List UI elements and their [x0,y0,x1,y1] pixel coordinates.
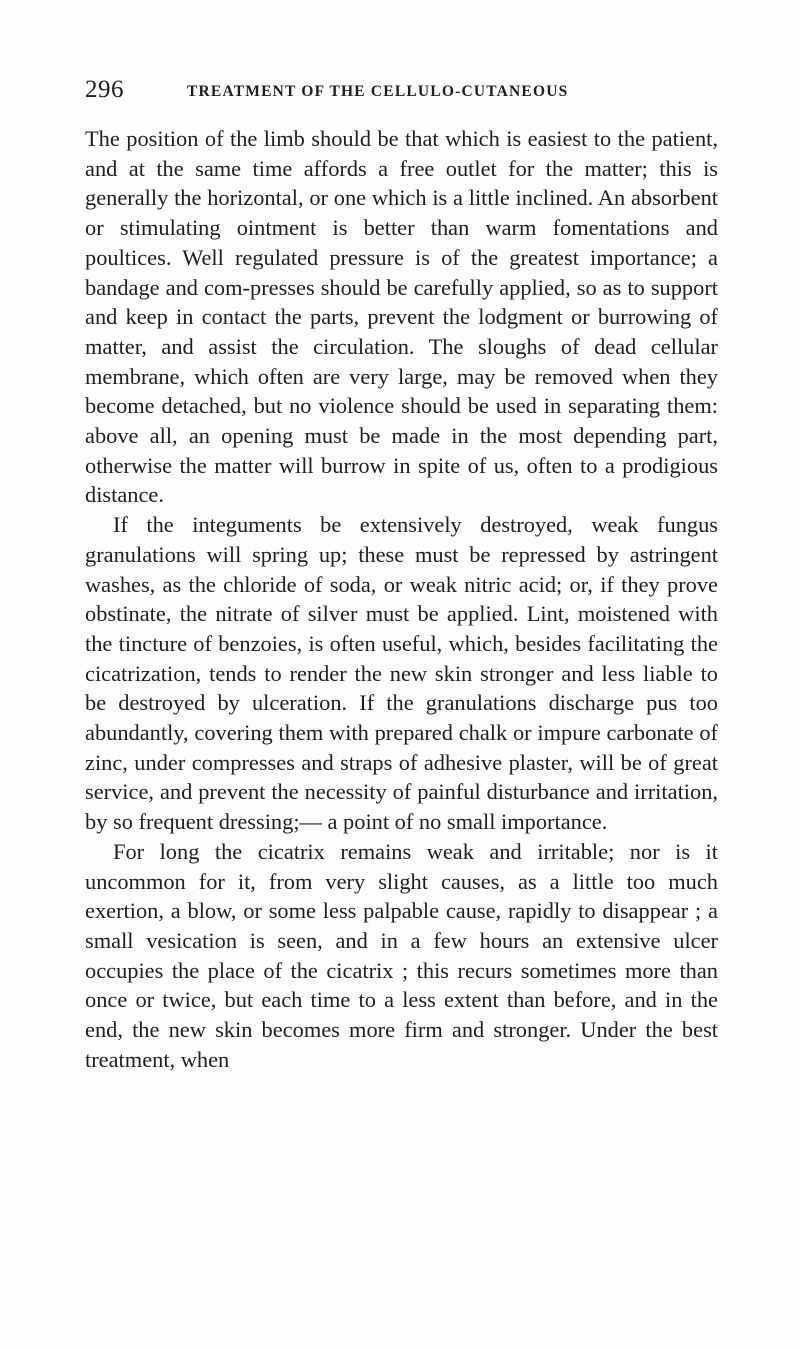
page-number: 296 [85,76,124,103]
paragraph-1: The position of the limb should be that which is easiest to the patient, and at the same time affords a free outlet for the matter; this is generally the horizontal, or one which is a little inclined. An absorbent or stimulating ointment is better than warm fomentations and poultices. Well regulated pressure is of the greatest importance; a bandage and com-presses should be carefully applied, so as to support and keep in contact the parts, prevent the lodgment or burrowing of matter, and assist the circulation. The sloughs of dead cellular membrane, which often are very large, may be removed when they become detached, but no violence should be used in separating them: above all, an opening must be made in the most depending part, otherwise the matter will burrow in spite of us, often to a prodigious distance. [85,126,718,508]
paragraph-3: For long the cicatrix remains weak and irritable; nor is it uncommon for it, from very slight causes, as a little too much exertion, a blow, or some less palpable cause, rapidly to disappear ; a small vesication is seen, and in a few hours an extensive ulcer occupies the place of the cicatrix ; this recurs sometimes more than once or twice, but each time to a less extent than before, and in the end, the new skin becomes more firm and stronger. Under the best treatment, when [85,838,718,1072]
body-text [85,124,718,1075]
running-title: TREATMENT OF THE CELLULO-CUTANEOUS [187,83,569,100]
paragraph-2: If the integuments be extensively destroyed, weak fungus granulations will spring up; these must be repressed by astringent washes, as the chloride of soda, or weak nitric acid; or, if they prove obstinate, the nitrate of silver must be applied. Lint, moistened with the tincture of benzoies, is often useful, which, besides facilitating the cicatrization, tends to render the new skin stronger and less liable to be destroyed by ulceration. If the granulations discharge pus too abundantly, covering them with prepared chalk or impure carbonate of zinc, under compresses and straps of adhesive plaster, will be of great service, and prevent the necessity of painful disturbance and irritation, by so frequent dressing;— a point of no small importance. [85,512,718,835]
page-header [85,76,715,106]
